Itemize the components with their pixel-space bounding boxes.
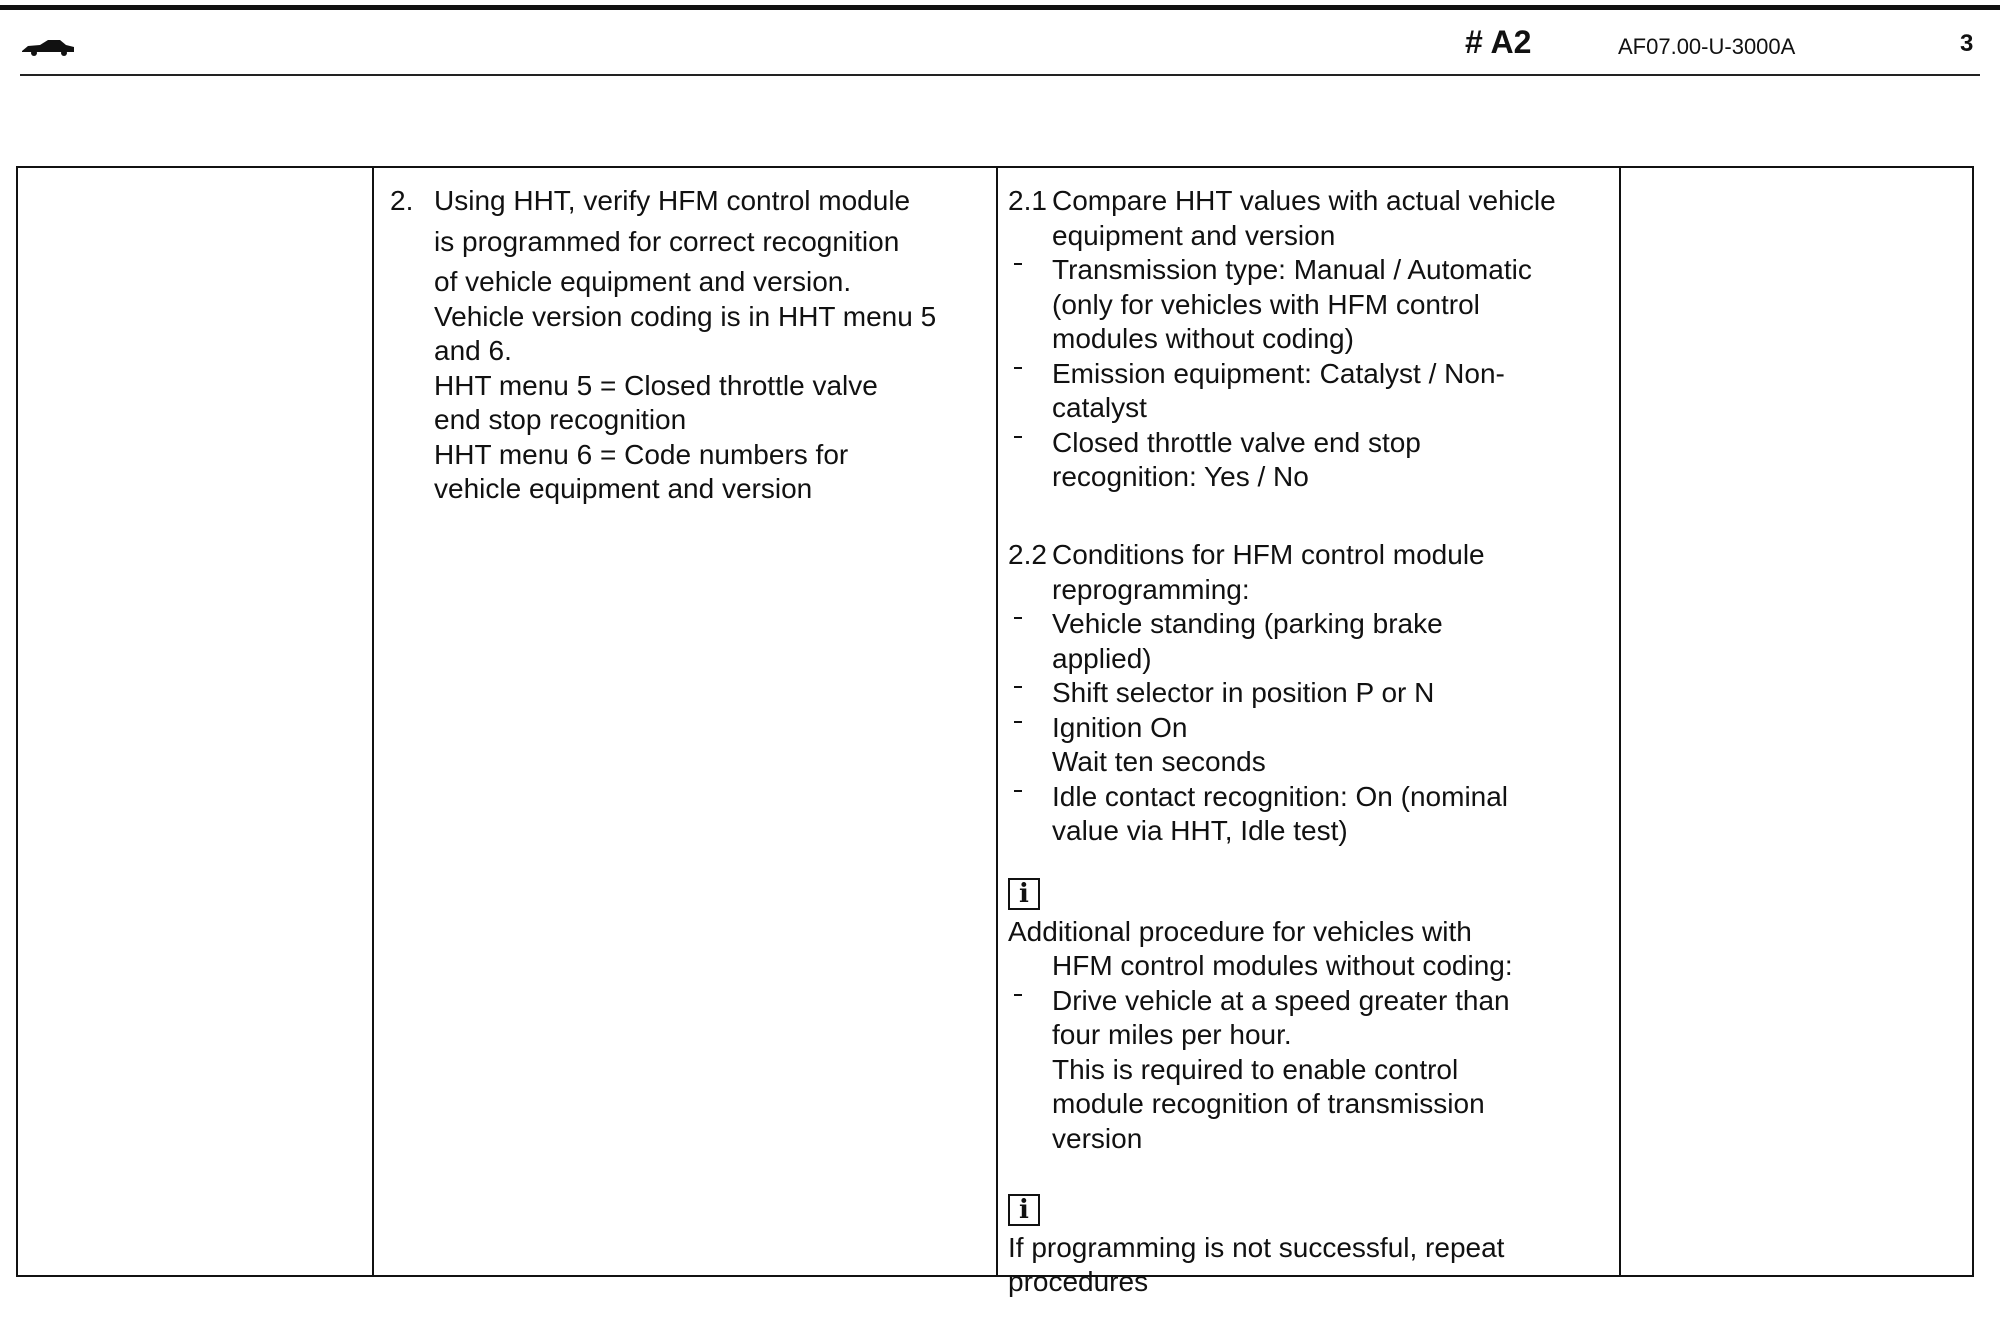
section-code: # A2 [1465,24,1532,60]
info-note-2 [1008,1192,1609,1300]
bullet-line: (only for vehicles with HFM control [1052,288,1480,320]
bullet-item [1008,984,1609,1157]
check-heading [1008,184,1609,219]
check-heading [1008,538,1609,573]
dash-icon [1008,607,1052,676]
step-line: HHT menu 6 = Code numbers for [434,438,849,470]
bullet-line: Shift selector in position P or N [1052,677,1435,708]
bullet-line: value via HHT, Idle test) [1052,815,1348,846]
bullet-item [1008,711,1609,780]
dash-icon [1008,676,1052,711]
dash-icon [1008,357,1052,426]
step-number: 2. [390,185,414,216]
step-line: is programmed for correct recognition [434,225,900,257]
check-title: Conditions for HFM control module [1052,539,1485,570]
bullet-line: applied) [1052,642,1152,674]
check-title-cont: equipment and version [1052,219,1336,251]
bullet-line: This is required to enable control [1052,1053,1459,1085]
info-icon: i [1008,878,1040,910]
step-line: Vehicle version coding is in HHT menu 5 [434,300,937,332]
bullet-item [1008,426,1609,495]
check-2-1 [1008,184,1609,495]
column-checks [998,168,1621,1297]
info-line: If programming is not successful, repeat [1008,1231,1505,1263]
bullet-line: version [1052,1122,1143,1154]
document-id: AF07.00-U-3000A [1618,34,1796,59]
page-number: 3 [1960,30,1974,57]
dash-icon [1008,984,1052,1157]
check-2-2 [1008,538,1609,849]
bullet-line: module recognition of transmission [1052,1088,1485,1119]
dash-icon [1008,711,1052,780]
column-remarks [1621,168,1972,1275]
check-title-cont: reprogramming: [1052,573,1250,605]
info-title: Additional procedure for vehicles with [1008,915,1472,947]
bullet-item [1008,780,1609,849]
top-rule [0,5,2000,10]
bullet-line: Closed throttle valve end stop [1052,426,1421,458]
bullet-line: Transmission type: Manual / Automatic [1052,254,1532,285]
bullet-item [1008,676,1609,711]
header-rule [20,74,1980,76]
bullet-line: Idle contact recognition: On (nominal [1052,780,1509,812]
info-icon: i [1008,1194,1040,1226]
bullet-item [1008,253,1609,357]
step-line: of vehicle equipment and version. [434,266,852,297]
bullet-item [1008,607,1609,676]
bullet-line: recognition: Yes / No [1052,461,1309,492]
step-line: end stop recognition [434,404,687,435]
procedure-table [16,166,1974,1297]
check-number: 2.1 [1008,185,1047,216]
bullet-line: four miles per hour. [1052,1019,1292,1050]
step-text [434,184,936,507]
step-line: Using HHT, verify HFM control module [434,185,911,216]
dash-icon [1008,780,1052,849]
bullet-line: catalyst [1052,392,1147,423]
bullet-line: Emission equipment: Catalyst / Non- [1052,357,1505,389]
bullet-line: Wait ten seconds [1052,746,1266,777]
check-title: Compare HHT values with actual vehicle [1052,185,1556,216]
car-icon [20,36,76,58]
bullet-line: Vehicle standing (parking brake [1052,608,1443,639]
info-note-1 [1008,876,1609,1156]
column-procedure [374,168,998,1275]
info-line: procedures [1008,1266,1149,1297]
check-number: 2.2 [1008,539,1047,570]
step-line: vehicle equipment and version [434,473,813,504]
bullet-line: Drive vehicle at a speed greater than [1052,984,1510,1016]
step-line: HHT menu 5 = Closed throttle valve [434,369,878,401]
info-title-cont: HFM control modules without coding: [1052,950,1513,981]
dash-icon [1008,426,1052,495]
procedure-step-2 [390,184,986,507]
bullet-line: modules without coding) [1052,323,1354,354]
step-line: and 6. [434,335,512,366]
bullet-item [1008,357,1609,426]
bullet-line: Ignition On [1052,711,1188,743]
dash-icon [1008,253,1052,357]
column-condition [18,168,374,1275]
